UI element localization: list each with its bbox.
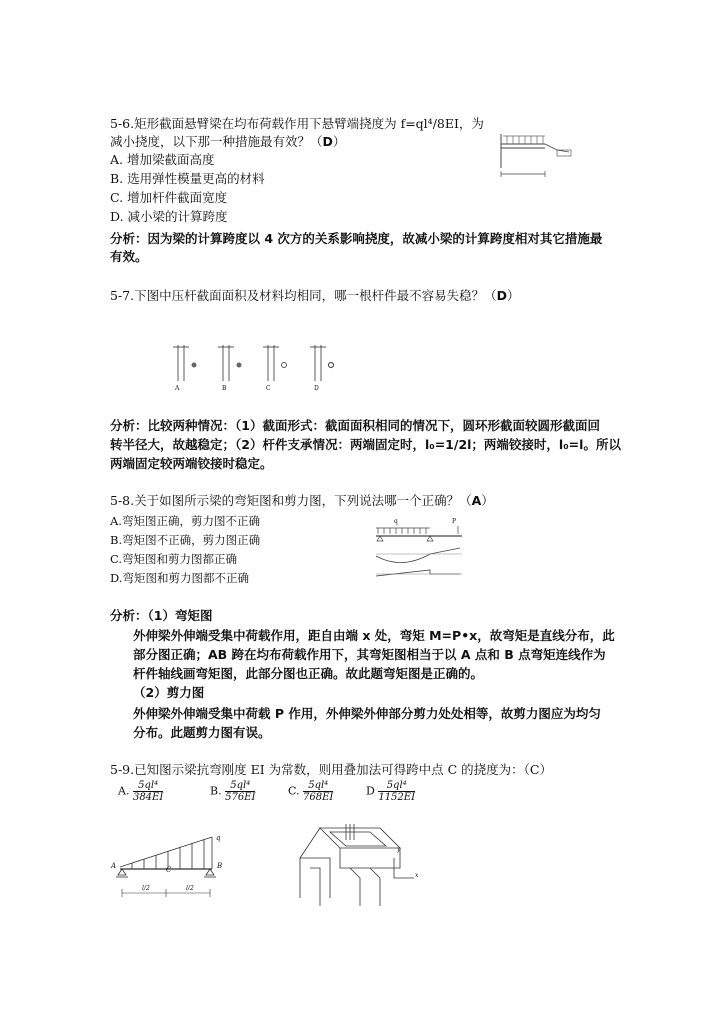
q59-label-l1: l/2 [142, 885, 150, 892]
q58-analysis-line2: 部分图正确；AB 跨在均布荷载作用下，其弯矩图相当于以 A 点和 B 点弯矩连线作为 [133, 647, 606, 662]
q59-option-c [288, 780, 333, 803]
q59-label-a: A [111, 862, 117, 870]
q59-answer: C [529, 762, 540, 777]
q56-option-d: D. 减小梁的计算跨度 [110, 209, 228, 224]
q56-cantilever-figure [497, 130, 577, 180]
q59-option-c-den: 768EI [303, 792, 334, 803]
q59-stem-end: ） [539, 762, 552, 777]
q59-option-a-num: 5ql⁴ [133, 780, 163, 792]
q57-label-d: D [314, 385, 319, 392]
q57-stem-text: 5-7.下图中压杆截面面积及材料均相同，哪一根杆件最不容易失稳？（ [110, 288, 497, 303]
q59-stem [110, 762, 552, 778]
q59-option-b-num: 5ql⁴ [225, 780, 255, 792]
q59-option-a [118, 780, 163, 803]
q59-label-q: q [216, 834, 221, 842]
q58-stem [110, 493, 494, 509]
q56-stem-end: ） [332, 134, 346, 149]
q58-analysis-line3: 杆件轴线画弯矩图，此部分图也正确。故此题弯矩图是正确的。 [133, 666, 484, 681]
q56-analysis-line1: 分析：因为梁的计算跨度以 4 次方的关系影响挠度，故减小梁的计算跨度相对其它措施最 [110, 231, 603, 246]
q56-stem-line2 [110, 134, 345, 150]
q57-label-c: C [266, 385, 271, 392]
q58-stem-end: ） [481, 493, 494, 508]
q56-stem-text: 减小挠度，以下那一种措施最有效？（ [110, 134, 323, 149]
q59-option-b-label: B. [210, 784, 222, 798]
q59-triangular-load-beam-figure [112, 833, 232, 903]
q59-option-a-den: 384EI [132, 792, 164, 803]
q57-label-a: A [175, 385, 180, 392]
q57-analysis-line1: 分析：比较两种情况：（1）截面形式：截面面积相同的情况下，圆环形截面较圆形截面回 [110, 418, 600, 433]
q59-option-c-label: C. [288, 784, 300, 798]
q59-label-y: y [397, 846, 401, 853]
q59-structure-sketch-figure [290, 818, 430, 908]
q59-option-d-num: 5ql⁴ [378, 780, 415, 792]
q59-option-b-den: 576EI [225, 792, 256, 803]
q58-option-b: B.弯矩图不正确，剪力图正确 [110, 533, 261, 547]
q59-option-d-den: 1152EI [378, 792, 416, 803]
q58-analysis-line4: （2）剪力图 [133, 685, 205, 700]
q57-columns-figure [158, 343, 358, 383]
q57-stem-end: ） [507, 288, 520, 303]
q58-beam-figure [372, 526, 472, 586]
q57-answer: D [496, 288, 507, 303]
q58-analysis-title: 分析：（1）弯矩图 [110, 608, 213, 623]
q58-answer: A [471, 493, 482, 508]
q58-option-c: C.弯矩图和剪力图都正确 [110, 552, 238, 566]
q56-option-c: C. 增加杆件截面宽度 [110, 190, 228, 205]
q59-label-l2: l/2 [186, 885, 194, 892]
q58-label-p: P [452, 518, 457, 525]
q57-label-b: B [222, 385, 227, 392]
q59-label-x: x [415, 872, 419, 879]
q58-option-d: D.弯矩图和剪力图都不正确 [110, 571, 249, 585]
q57-stem [110, 288, 520, 304]
q58-label-q: q [394, 518, 398, 525]
q56-stem-line1: 5-6.矩形截面悬臂梁在均布荷载作用下悬臂端挠度为 f=ql⁴/8EI，为 [110, 116, 484, 131]
q59-option-a-label: A. [118, 784, 130, 798]
q59-stem-text: 5-9.已知图示梁抗弯刚度 EI 为常数，则用叠加法可得跨中点 C 的挠度为：（ [110, 762, 530, 777]
q58-option-a: A.弯矩图正确，剪力图不正确 [110, 514, 260, 528]
q58-analysis-line6: 分布。此题剪力图有误。 [133, 725, 271, 740]
q57-analysis-line2: 转半径大，故越稳定；（2）杆件支承情况：两端固定时，l₀=1/2l；两端铰接时，l₀=l。所以 [110, 437, 621, 452]
q58-analysis-line1: 外伸梁外伸端受集中荷载作用，距自由端 x 处，弯矩 M=P•x，故弯矩是直线分布，此 [133, 628, 615, 643]
q58-stem-text: 5-8.关于如图所示梁的弯矩图和剪力图，下列说法哪一个正确？（ [110, 493, 472, 508]
q59-option-d [366, 780, 415, 803]
q56-answer: D [322, 134, 333, 149]
q57-analysis-line3: 两端固定较两端铰接时稳定。 [110, 456, 273, 471]
q59-option-c-num: 5ql⁴ [303, 780, 333, 792]
q58-analysis-line5: 外伸梁外伸端受集中荷载 P 作用，外伸梁外伸部分剪力处处相等，故剪力图应为均匀 [133, 706, 601, 721]
q59-option-d-label: D [366, 784, 375, 798]
q59-option-b [210, 780, 255, 803]
q56-option-a: A. 增加梁截面高度 [110, 152, 215, 167]
q59-label-b: B [217, 862, 223, 870]
q59-label-c: C [166, 866, 172, 874]
q56-option-b: B. 选用弹性模量更高的材料 [110, 171, 265, 186]
q56-analysis-line2: 有效。 [110, 249, 148, 264]
